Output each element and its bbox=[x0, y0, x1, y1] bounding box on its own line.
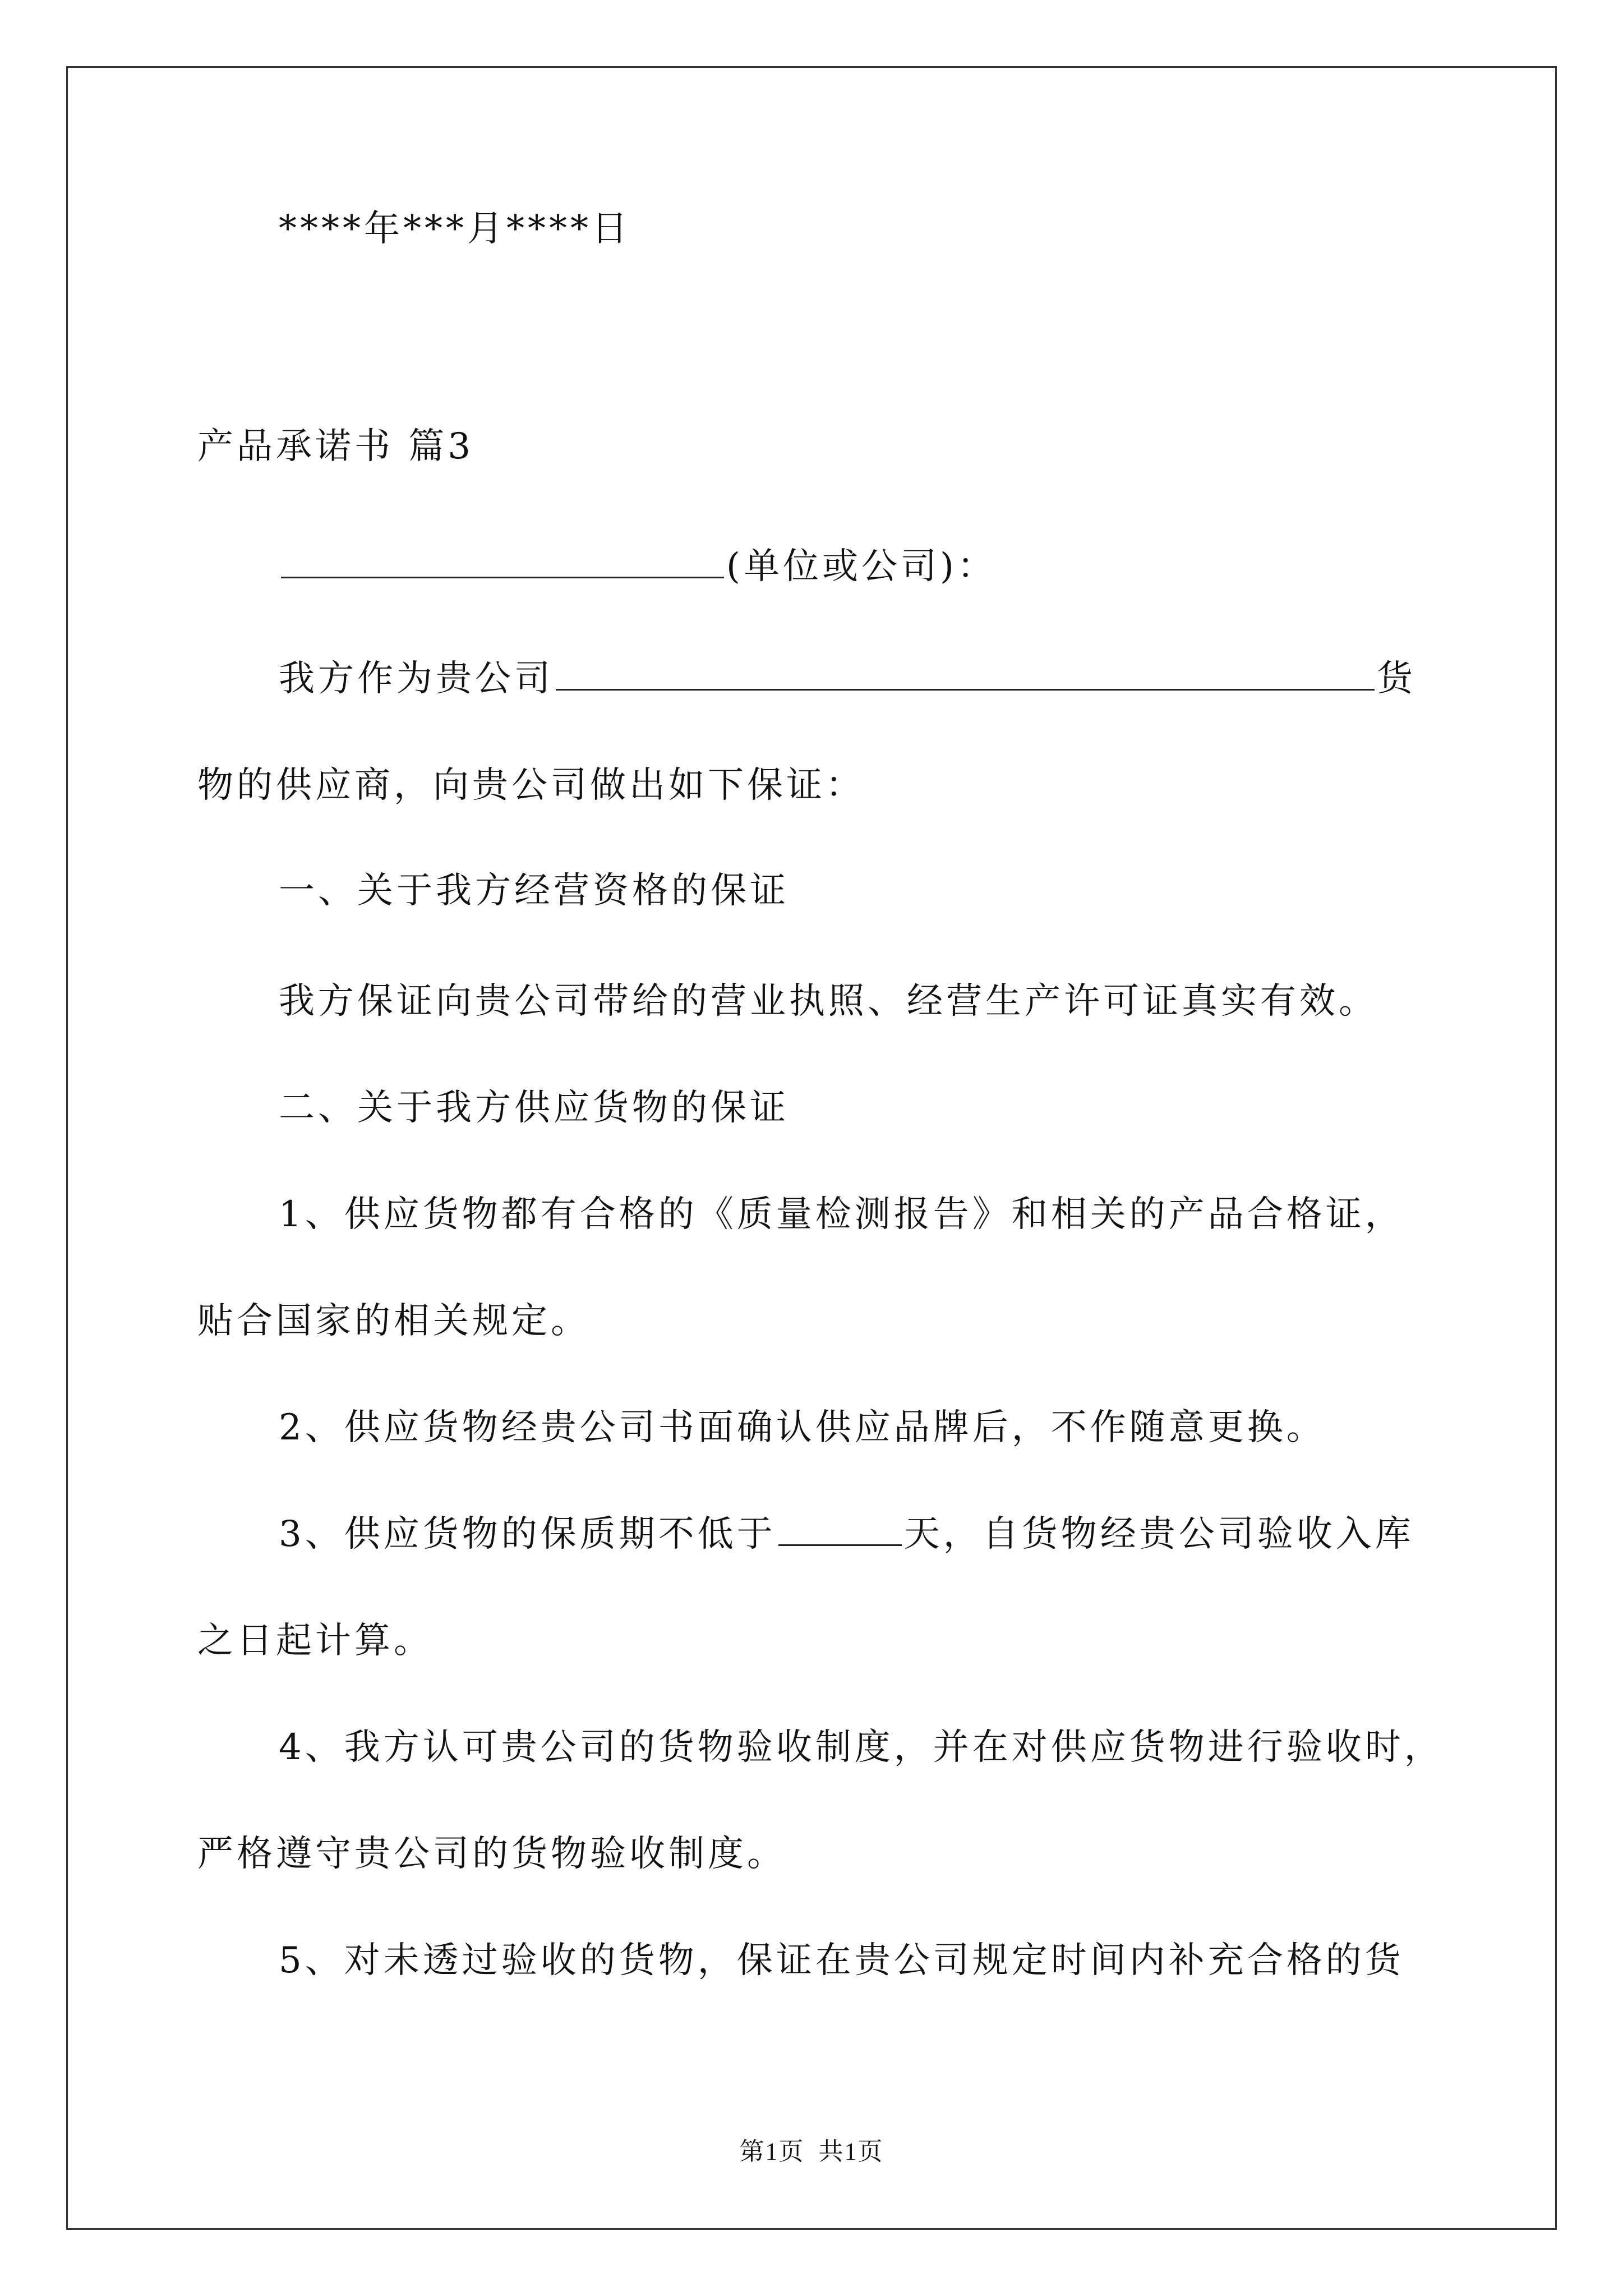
intro-line bbox=[279, 656, 1416, 701]
item-3-suffix: 天，自货物经贵公司验收入库 bbox=[903, 1513, 1414, 1555]
intro-suffix: 货 bbox=[1377, 658, 1416, 700]
item-1-line-1: 1、供应货物都有合格的《质量检测报告》和相关的产品合格证， bbox=[279, 1194, 1404, 1235]
date-line: ****年***月****日 bbox=[279, 208, 631, 250]
intro-prefix: 我方作为贵公司 bbox=[279, 658, 554, 700]
item-4-line-1: 4、我方认可贵公司的货物验收制度，并在对供应货物进行验收时， bbox=[279, 1727, 1444, 1768]
heading-goods: 二、关于我方供应货物的保证 bbox=[279, 1087, 789, 1129]
addressee-suffix: (单位或公司)： bbox=[726, 546, 997, 587]
goods-name-blank bbox=[556, 656, 1375, 691]
page-footer bbox=[0, 2136, 1623, 2168]
page-total: 共1页 bbox=[818, 2138, 884, 2165]
shelf-life-days-blank bbox=[778, 1512, 902, 1546]
heading-qualification: 一、关于我方经营资格的保证 bbox=[279, 870, 789, 912]
page-number: 第1页 bbox=[739, 2138, 805, 2165]
company-name-blank bbox=[281, 544, 724, 578]
page-border bbox=[66, 66, 1557, 2230]
item-1-line-2: 贴合国家的相关规定。 bbox=[197, 1300, 590, 1342]
item-2: 2、供应货物经贵公司书面确认供应品牌后，不作随意更换。 bbox=[279, 1407, 1326, 1448]
section-title: 产品承诺书 篇3 bbox=[197, 426, 474, 467]
intro-continuation: 物的供应商，向贵公司做出如下保证： bbox=[197, 765, 865, 806]
item-3-line-1 bbox=[279, 1512, 1414, 1557]
item-4-line-2: 严格遵守贵公司的货物验收制度。 bbox=[197, 1833, 786, 1875]
addressee-line bbox=[279, 544, 997, 589]
paragraph-license: 我方保证向贵公司带给的营业执照、经营生产许可证真实有效。 bbox=[279, 981, 1378, 1022]
item-3-prefix: 3、供应货物的保质期不低于 bbox=[279, 1513, 776, 1555]
item-3-line-2: 之日起计算。 bbox=[197, 1620, 433, 1662]
item-5-line-1: 5、对未透过验收的货物，保证在贵公司规定时间内补充合格的货 bbox=[279, 1940, 1404, 1981]
